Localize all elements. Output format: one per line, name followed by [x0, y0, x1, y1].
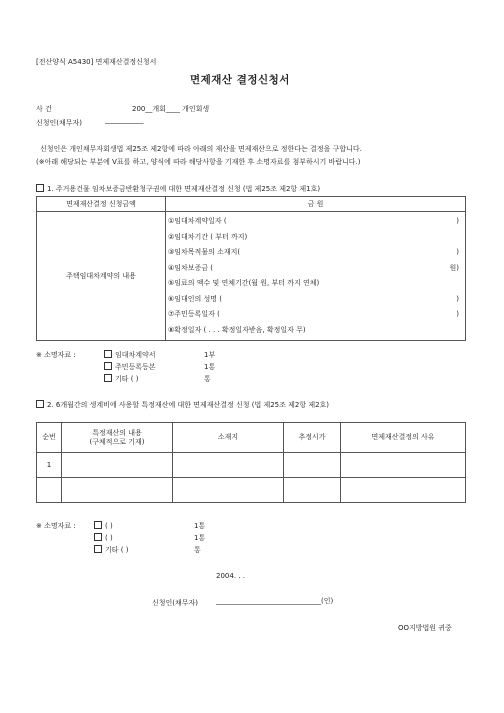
requested-amount-value[interactable]: 금 원	[166, 197, 466, 212]
evidence-checkbox[interactable]	[94, 533, 102, 541]
lease-item[interactable]	[166, 307, 465, 323]
exemption-reason-cell[interactable]	[341, 478, 466, 503]
page-title: 면제재산 결정신청서	[190, 74, 290, 86]
evidence-item[interactable]	[94, 521, 244, 533]
form-code: [전산양식 A5430] 면제재산결정신청서	[36, 58, 157, 66]
evidence-checkbox[interactable]	[104, 362, 112, 370]
evidence2-label: ※ 소명자료 :	[36, 522, 76, 530]
section2-heading[interactable]	[36, 400, 329, 410]
market-value-cell[interactable]	[284, 478, 341, 503]
lease-item-end: )	[456, 310, 459, 318]
lease-item[interactable]	[166, 276, 465, 292]
applicant-value[interactable]: ___________	[105, 116, 144, 124]
lease-item-text: ⑧확정일자 ( . . . 확정일자받음, 확정일자 무)	[168, 325, 306, 334]
intro-line-2: (※아래 해당되는 부분에 V표를 하고, 양식에 따라 해당사항을 기재한 후 소명자료를 첨부하시기 바랍니다.)	[36, 158, 361, 166]
signature-label: 신청인(채무자)	[152, 599, 199, 607]
evidence-count: 1통	[194, 522, 206, 530]
lease-item[interactable]	[166, 230, 465, 246]
property-content-cell[interactable]	[62, 453, 173, 478]
evidence-name: 기타 ( )	[105, 546, 129, 554]
lease-item-end: 원)	[449, 263, 459, 272]
market-value-cell[interactable]	[284, 453, 341, 478]
court-name: OO지방법원 귀중	[398, 624, 452, 632]
section2-heading-text: 2. 6개월간의 생계비에 사용할 특정재산에 대한 면제재산결정 신청 (법 제25조 제2항 제2호)	[47, 401, 330, 409]
evidence-count: 1통	[194, 534, 206, 542]
intro-line-1: 신청인은 개인채무자회생법 제25조 제2항에 따라 아래의 재산을 면제재산으로 정한다는 결정을 구합니다.	[40, 145, 362, 153]
evidence-count: 1통	[204, 363, 216, 371]
lease-item-end: )	[456, 294, 459, 303]
table-row[interactable]	[37, 453, 466, 478]
evidence-item[interactable]	[104, 374, 254, 386]
lease-item[interactable]	[166, 214, 465, 230]
section1-checkbox[interactable]	[36, 184, 44, 192]
section2-table	[36, 422, 466, 503]
evidence1-list	[104, 350, 254, 386]
evidence-checkbox[interactable]	[94, 545, 102, 553]
evidence-name: 기타 ( )	[115, 375, 139, 383]
header-location: 소재지	[173, 423, 284, 453]
lease-item[interactable]	[166, 292, 465, 308]
lease-item-end: )	[456, 217, 459, 225]
lease-contract-details[interactable]	[166, 212, 466, 341]
evidence-checkbox[interactable]	[94, 521, 102, 529]
location-cell[interactable]	[173, 478, 284, 503]
location-cell[interactable]	[173, 453, 284, 478]
lease-item-text: ①임대차계약일자 (	[168, 217, 227, 225]
header-exemption-reason: 면제재산결정의 사유	[341, 423, 466, 453]
lease-item[interactable]	[166, 323, 465, 339]
evidence-count: 통	[204, 375, 211, 383]
evidence-item[interactable]	[94, 545, 244, 557]
lease-contract-label: 주택임대차계약의 내용	[37, 212, 166, 341]
section2-checkbox[interactable]	[36, 400, 44, 408]
section1-heading[interactable]	[36, 184, 320, 194]
evidence-item[interactable]	[94, 533, 244, 545]
evidence-count: 1부	[204, 351, 216, 359]
section1-table	[36, 196, 466, 341]
date-line[interactable]: 2004. . .	[216, 572, 245, 580]
property-content-cell[interactable]	[62, 478, 173, 503]
signature-field[interactable]: ______________________________(인)	[216, 597, 334, 605]
lease-item[interactable]	[166, 261, 465, 277]
row-number	[37, 478, 62, 503]
evidence-item[interactable]	[104, 350, 254, 362]
lease-item-text: ③임차목적물의 소재지(	[168, 248, 241, 256]
header-number: 순번	[37, 423, 62, 453]
evidence-checkbox[interactable]	[104, 374, 112, 382]
evidence-checkbox[interactable]	[104, 350, 112, 358]
lease-item-text: ②임대차기간 ( 부터 까지)	[168, 232, 248, 241]
evidence-name: ( )	[105, 522, 113, 530]
lease-item[interactable]	[166, 245, 465, 261]
case-label: 사 건	[36, 105, 52, 113]
requested-amount-label: 면제재산결정 신청금액	[37, 197, 166, 212]
lease-item-text: ⑦주민등록일자 (	[168, 310, 220, 318]
lease-item-text: ⑥임대인의 성명 (	[168, 294, 223, 303]
evidence-name: ( )	[105, 534, 113, 542]
exemption-reason-cell[interactable]	[341, 453, 466, 478]
lease-item-text: ⑤임료의 액수 및 연체기간(월 원, 부터 까지 연체)	[168, 279, 320, 287]
lease-item-text: ④임차보증금 (	[168, 263, 214, 272]
case-value[interactable]: 200__개회____ 개인회생	[132, 105, 210, 113]
evidence2-list	[94, 521, 244, 557]
evidence1-label: ※ 소명자료 :	[36, 351, 76, 359]
evidence-name: 임대차계약서	[115, 351, 156, 359]
evidence-item[interactable]	[104, 362, 254, 374]
evidence-count: 통	[194, 546, 201, 554]
lease-item-end: )	[456, 248, 459, 256]
section1-heading-text: 1. 주거용건물 임차보증금반환청구권에 대한 면제재산결정 신청 (법 제25조 제2항 제1호)	[47, 185, 321, 193]
applicant-label: 신청인(채무자)	[36, 119, 83, 127]
header-property-content: 특정재산의 내용 (구체적으로 기재)	[62, 423, 173, 453]
header-market-value: 추정시가	[284, 423, 341, 453]
table-row[interactable]	[37, 478, 466, 503]
evidence-name: 주민등록등본	[115, 363, 156, 371]
row-number: 1	[37, 453, 62, 478]
